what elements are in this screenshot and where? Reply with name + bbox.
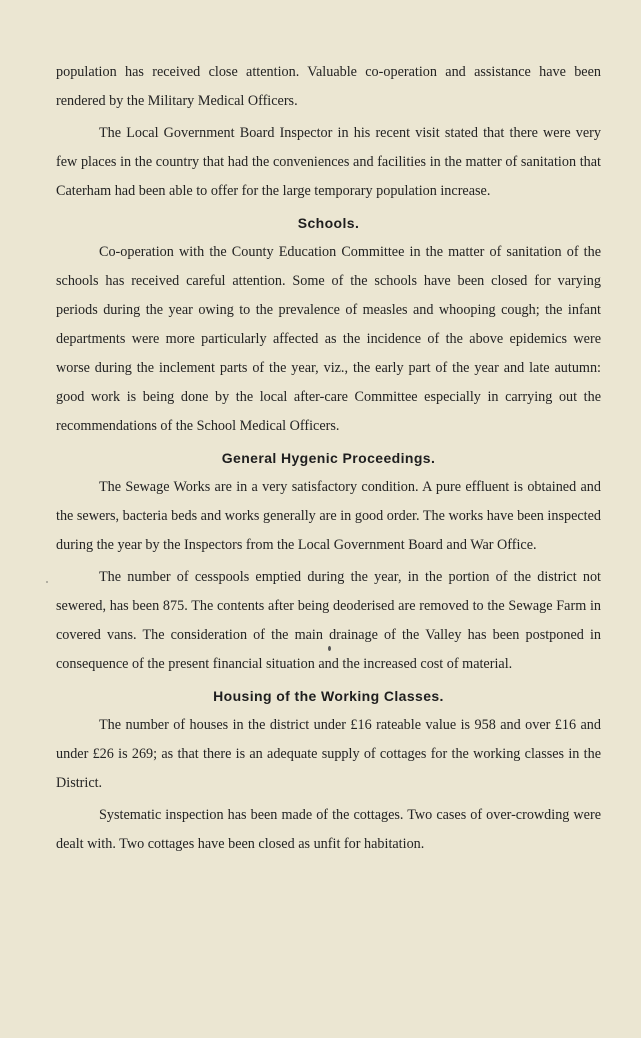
heading-schools: Schools. [297, 215, 360, 231]
paragraph-lgb-inspector: The Local Government Board Inspector in his recent visit stated that there were very few places in the country that had the conveniences and facilities in the matter of sanitation that Caterham had been able to offer for the large temporary population increase. [56, 125, 601, 199]
ink-speck [46, 581, 48, 583]
heading-housing-working-classes: Housing of the Working Classes. [213, 688, 444, 704]
paragraph-cesspools: The number of cesspools emptied during the year, in the portion of the district not sewered, has been 875. The contents after being deoderised are removed to the Sewage Farm in covered vans. The consideration of the main drainage of the Valley has been postponed in consequence of the present financial situation and the increased cost of material. [56, 569, 601, 672]
paragraph-sewage-works: The Sewage Works are in a very satisfactory condition. A pure effluent is obtained and the sewers, bacteria beds and works generally are in good order. The works have been inspected during the year by the Inspectors from the Local Government Board and War Office. [56, 479, 601, 553]
paragraph-inspection: Systematic inspection has been made of the cottages. Two cases of over-crowding were dealt with. Two cottages have been closed as unfit for habitation. [56, 807, 601, 852]
page-content [56, 58, 601, 859]
heading-general-hygenic-proceedings: General Hygenic Proceedings. [221, 450, 436, 466]
ink-speck [328, 646, 331, 651]
paragraph-houses-count: The number of houses in the district under £16 rateable value is 958 and over £16 and under £26 is 269; as that there is an adequate supply of cottages for the working classes in the District. [56, 717, 601, 791]
paragraph-schools: Co-operation with the County Education Committee in the matter of sanitation of the schools has received careful attention. Some of the schools have been closed for varying periods during the year owing to the prevalence of measles and whooping cough; the infant departments were more particularly affected as the incidence of the above epidemics were worse during the inclement parts of the year, viz., the early part of the year and late autumn: good work is being done by the local after-care Committee especially in carrying out the recommendations of the School Medical Officers. [56, 244, 601, 434]
paragraph-population: population has received close attention. Valuable co-operation and assistance have been rendered by the Military Medical Officers. [56, 64, 601, 109]
